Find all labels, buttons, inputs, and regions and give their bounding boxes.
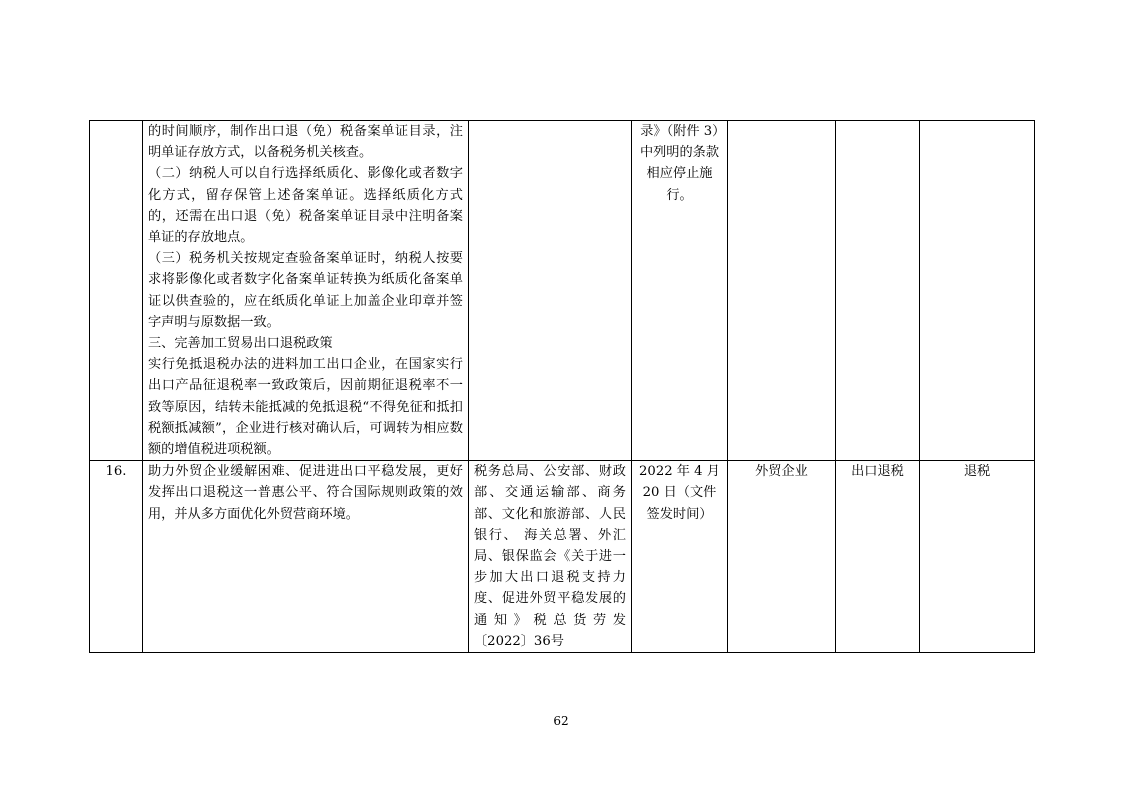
policy-content-cell: 助力外贸企业缓解困难、促进进出口平稳发展，更好发挥出口退税这一普惠公平、符合国际规则政策的效用，并从多方面优化外贸营商环境。	[143, 461, 469, 653]
tax-type-cell	[920, 121, 1035, 461]
effective-date-cell: 录》（附件 3）中列明的条款相应停止施行。	[632, 121, 728, 461]
table-row-16	[90, 461, 1035, 653]
document-source-cell: 税务总局、公安部、财政部、交通运输部、商务部、文化和旅游部、人民银行、 海关总署、外汇局、银保监会《关于进一步加大出口退税支持力度、促进外贸平稳发展的通知》税总货劳发〔2022〕36号	[469, 461, 632, 653]
effective-date-cell: 2022 年 4 月 20 日（文件签发时间）	[632, 461, 728, 653]
content-paragraph: 实行免抵退税办法的进料加工出口企业，在国家实行出口产品征退税率一致政策后，因前期征退税率不一致等原因，结转未能抵减的免抵退税“不得免征和抵扣税额抵减额”，企业进行核对确认后，可调转为相应数额的增值税进项税额。	[148, 357, 463, 458]
tax-type-cell: 退税	[920, 461, 1035, 653]
subject-cell: 外贸企业	[728, 461, 836, 653]
content-paragraph: （三）税务机关按规定查验备案单证时，纳税人按要求将影像化或者数字化备案单证转换为纸质化备案单证以供查验的，应在纸质化单证上加盖企业印章并签字声明与原数据一致。	[148, 251, 463, 330]
category-cell	[836, 121, 920, 461]
policy-table	[89, 120, 1035, 653]
content-paragraph: （二）纳税人可以自行选择纸质化、影像化或者数字化方式，留存保管上述备案单证。选择纸质化方式的，还需在出口退（免）税备案单证目录中注明备案单证的存放地点。	[148, 166, 463, 246]
page-number: 62	[553, 714, 569, 728]
subject-cell	[728, 121, 836, 461]
row-number-cell: 16.	[90, 461, 143, 653]
category-cell: 出口退税	[836, 461, 920, 653]
row-number-cell	[90, 121, 143, 461]
policy-content-cell	[143, 121, 469, 461]
content-paragraph: 的时间顺序，制作出口退（免）税备案单证目录，注明单证存放方式，以备税务机关核查。	[148, 124, 463, 161]
section-heading: 三、完善加工贸易出口退税政策	[148, 336, 333, 352]
table-row-continued	[90, 121, 1035, 461]
document-source-cell	[469, 121, 632, 461]
